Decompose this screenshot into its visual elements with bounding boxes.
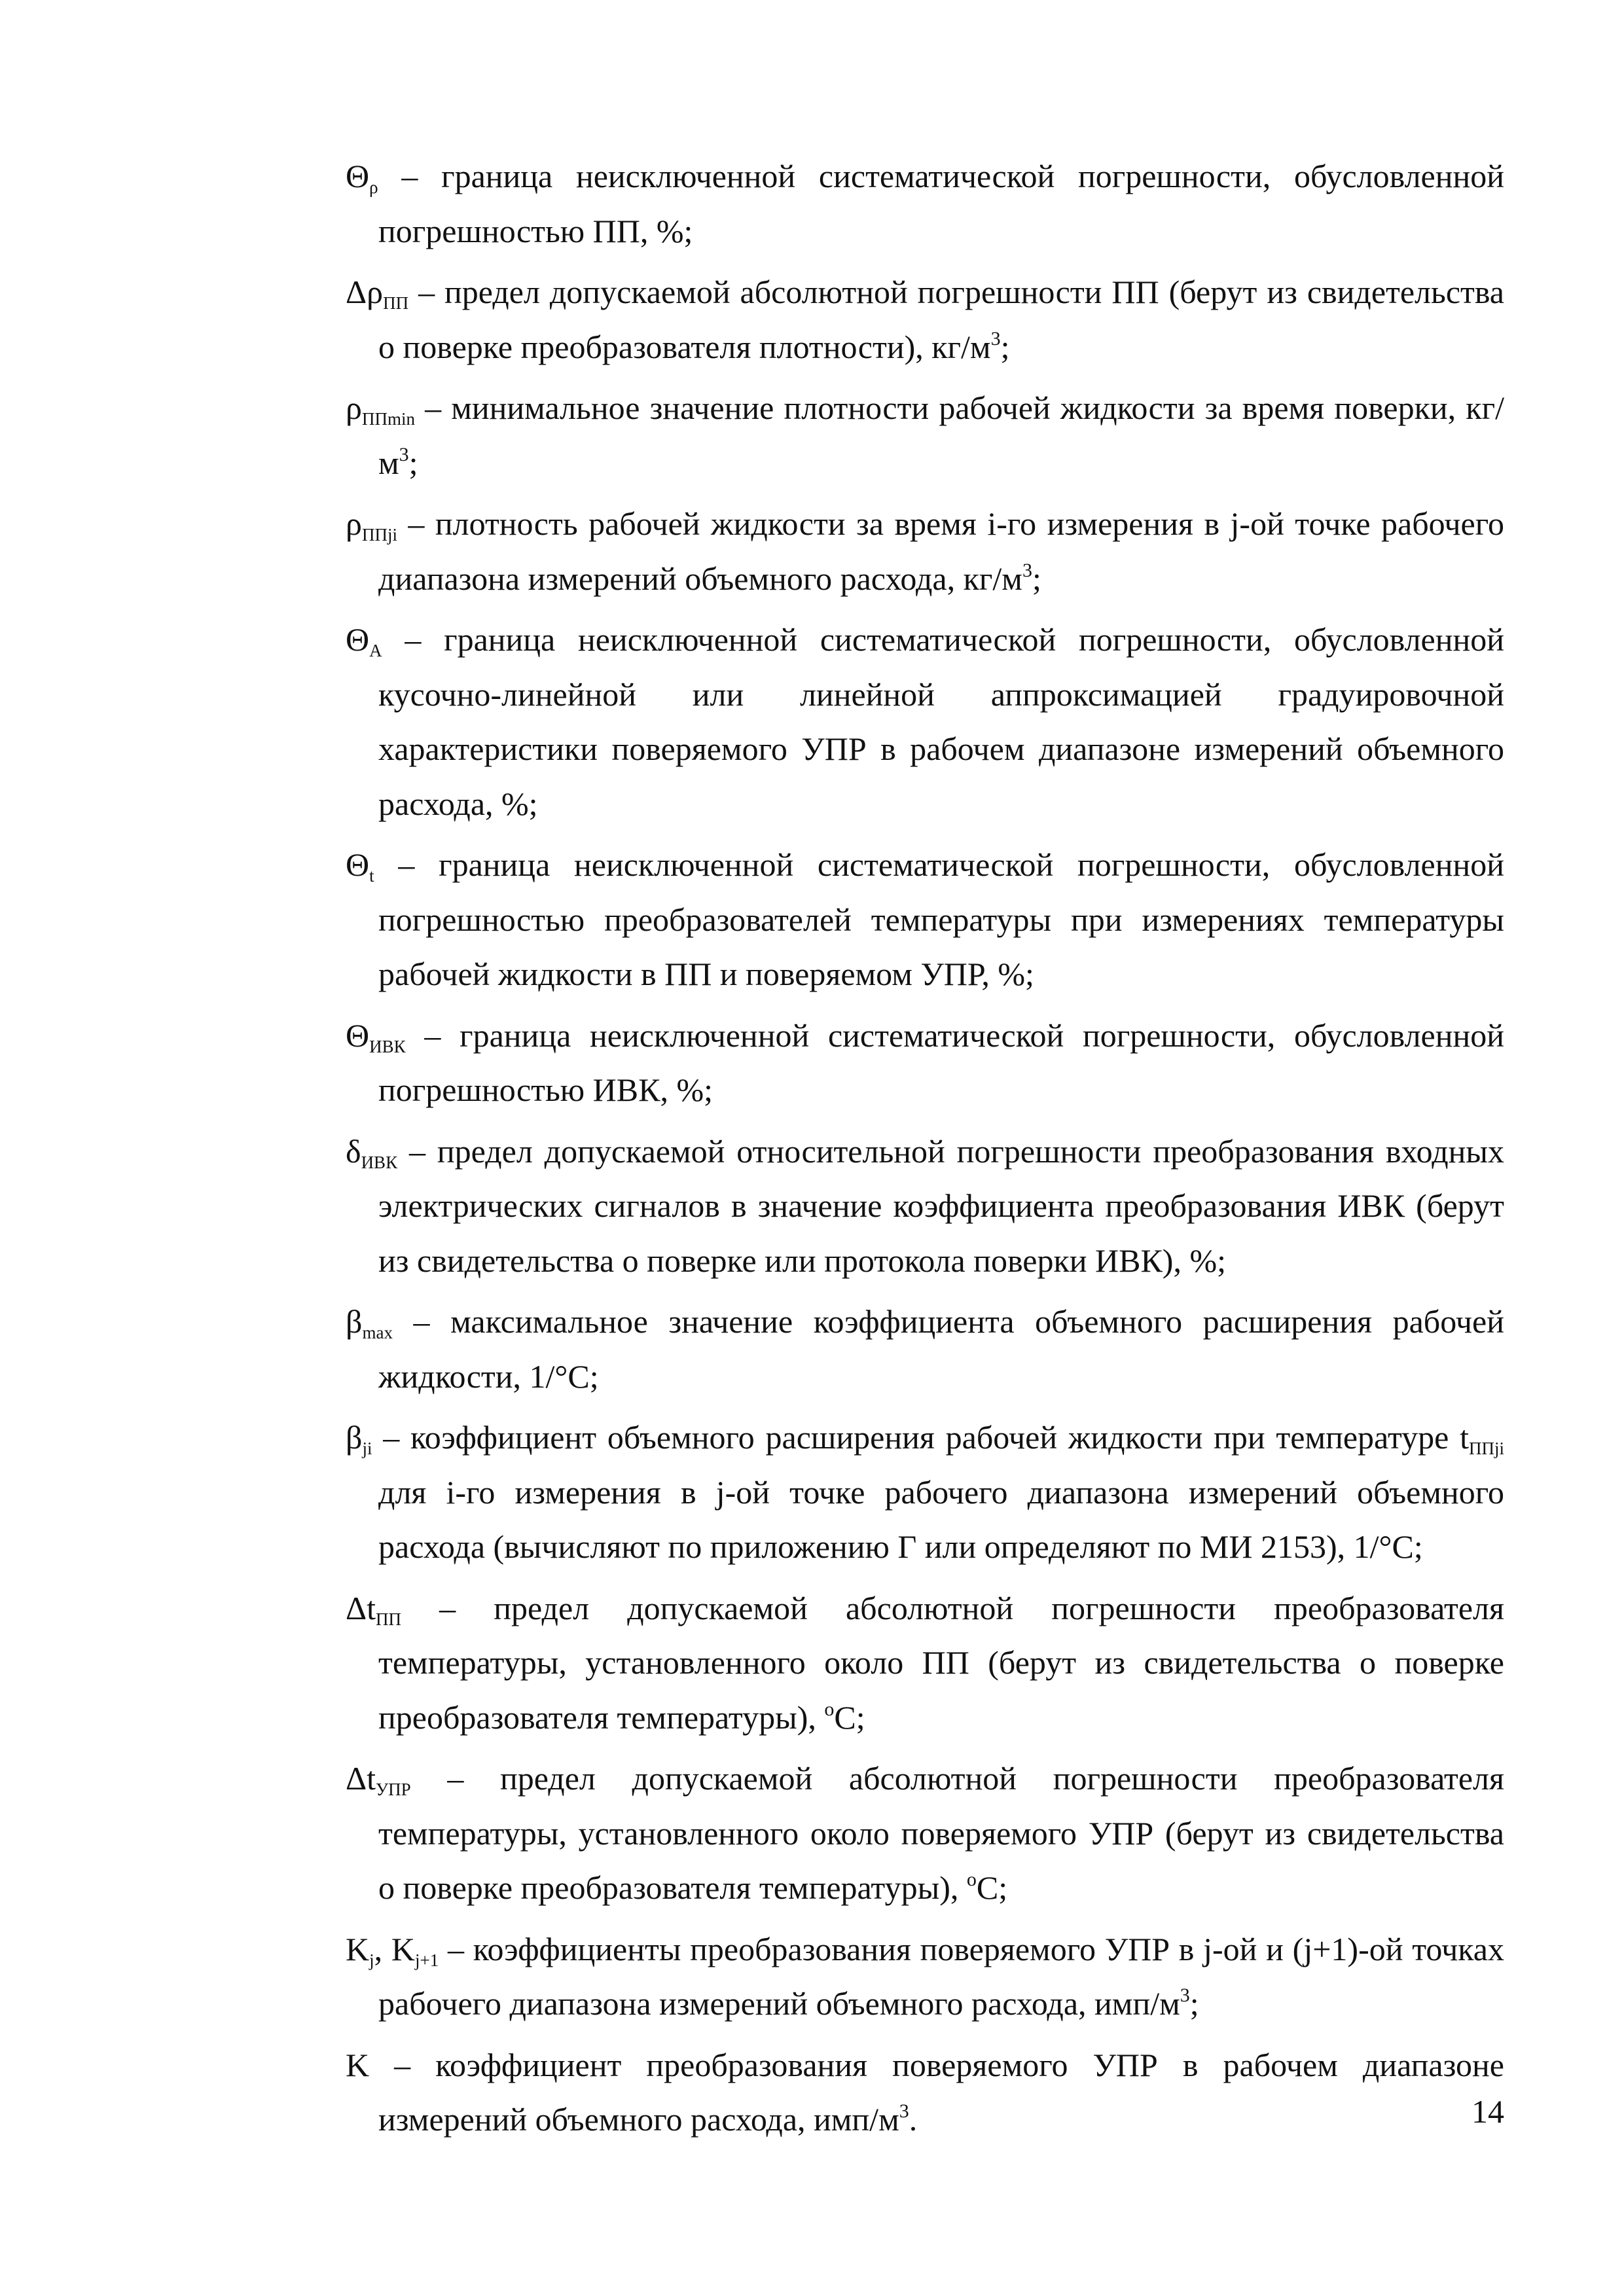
definition-text: – граница неисключенной систематической погрешности, обусловленной погрешностью ПП, %;: [378, 158, 1504, 249]
definition-text-end: C;: [976, 1869, 1008, 1906]
definition-text-end: ;: [1032, 560, 1041, 597]
definition-text: – граница неисключенной систематической погрешности, обусловленной погрешностью преобразователей температуры при измерениях температуры рабочей жидкости в ПП и поверяемом УПР, %;: [374, 846, 1504, 992]
definition-symbol: [346, 1303, 393, 1340]
degree-superscript: o: [966, 1869, 977, 1890]
symbol-subscript: ППji: [361, 525, 397, 545]
definition-symbol: [346, 389, 415, 429]
definition-text-end: C;: [834, 1698, 865, 1736]
definition-item: [346, 497, 1504, 606]
definition-item: [346, 1295, 1504, 1404]
symbol-subscript: ji: [362, 1439, 372, 1458]
definition-symbol: [346, 158, 378, 197]
definition-symbol: [346, 846, 374, 886]
definition-text-end: .: [909, 2101, 918, 2138]
symbol-main: K: [346, 1930, 370, 1967]
definition-item: [346, 149, 1504, 259]
definition-text: – граница неисключенной систематической погрешности, обусловленной погрешностью ИВК, %;: [378, 1016, 1504, 1108]
unit-superscript: 3: [899, 2100, 909, 2122]
symbol-main-2: , K: [374, 1930, 415, 1967]
definition-item: [346, 838, 1504, 1002]
definition-symbol: [346, 274, 409, 313]
definition-symbol: [346, 621, 382, 658]
symbol-main: ρ: [346, 505, 362, 542]
definition-text: – минимальное значение плотности рабочей жидкости за время поверки, кг/м: [378, 389, 1504, 481]
symbol-subscript: ПП: [383, 293, 409, 313]
symbol-main: K: [346, 2046, 370, 2083]
definition-text: – коэффициент объемного расширения рабочей жидкости при температуре t: [372, 1419, 1469, 1456]
definition-item: [346, 1922, 1504, 2032]
unit-superscript: 3: [399, 443, 409, 465]
inline-subscript: ППji: [1469, 1439, 1504, 1458]
unit-superscript: 3: [1022, 559, 1032, 581]
symbol-main: β: [346, 1303, 363, 1340]
symbol-subscript: ИВК: [361, 1152, 398, 1172]
symbol-main: Δρ: [346, 274, 384, 310]
unit-superscript: 3: [1180, 1984, 1190, 2006]
definition-text-end: ;: [408, 444, 418, 481]
symbol-main: β: [346, 1419, 363, 1456]
symbol-main: δ: [346, 1132, 361, 1170]
symbol-subscript: t: [369, 866, 374, 886]
definition-text: – граница неисключенной систематической погрешности, обусловленной кусочно-линейной или линейной аппроксимацией градуировочной характеристики поверяемого УПР в рабочем диапазоне измерений объемного расхода, %;: [378, 621, 1504, 822]
definition-text-end: ;: [1189, 1985, 1199, 2022]
definition-symbol: [346, 1419, 372, 1456]
inline-symbol: [1469, 1419, 1504, 1456]
definition-item: [346, 381, 1504, 490]
page-number: 14: [1471, 2093, 1504, 2130]
definition-text-end: для i-го измерения в j-ой точке рабочего диапазона измерений объемного расхода (вычисляют по приложению Г или определяют по МИ 2153), 1/°C;: [378, 1473, 1504, 1565]
symbol-main: Θ: [346, 158, 370, 194]
symbol-main: Δt: [346, 1760, 376, 1797]
symbol-main: Θ: [346, 1016, 370, 1054]
definition-text-end: ;: [1000, 328, 1010, 365]
definition-text: – коэффициент преобразования поверяемого УПР в рабочем диапазоне измерений объемного расхода, имп/м: [369, 2046, 1504, 2138]
symbol-subscript: ППmin: [361, 409, 415, 429]
definition-text: – предел допускаемой абсолютной погрешности преобразователя температуры, установленного около поверяемого УПР (берут из свидетельства о поверке преобразователя температуры),: [378, 1760, 1504, 1906]
definition-text: – максимальное значение коэффициента объемного расширения рабочей жидкости, 1/°C;: [378, 1303, 1504, 1395]
symbol-main: Δt: [346, 1589, 376, 1626]
definition-symbol: [346, 1760, 411, 1797]
definition-item: [346, 2038, 1504, 2147]
degree-superscript: o: [824, 1698, 835, 1720]
definition-symbol: [346, 1017, 406, 1054]
definition-text: – предел допускаемой абсолютной погрешности преобразователя температуры, установленного около ПП (берут из свидетельства о поверке преобразователя температуры),: [378, 1589, 1504, 1736]
definition-text: – коэффициенты преобразования поверяемого УПР в j-ой и (j+1)-ой точках рабочего диапазона измерений объемного расхода, имп/м: [378, 1930, 1504, 2022]
definitions-list: [346, 149, 1504, 2154]
definition-symbol: [346, 505, 397, 545]
symbol-subscript: ρ: [369, 177, 378, 197]
symbol-subscript: ИВК: [369, 1036, 406, 1056]
definition-item: [346, 1009, 1504, 1118]
symbol-main: Θ: [346, 846, 370, 883]
definition-item: [346, 1124, 1504, 1289]
symbol-subscript: ПП: [376, 1609, 402, 1629]
definition-text: – предел допускаемой абсолютной погрешности ПП (берут из свидетельства о поверке преобразователя плотности), кг/м: [378, 274, 1504, 365]
symbol-subscript: j: [369, 1950, 374, 1970]
definition-item: [346, 613, 1504, 831]
definition-item: [346, 1581, 1504, 1746]
definition-text: – плотность рабочей жидкости за время i-го измерения в j-ой точке рабочего диапазона измерений объемного расхода, кг/м: [378, 505, 1504, 597]
symbol-subscript: A: [369, 641, 382, 660]
definition-symbol: [346, 1133, 397, 1170]
symbol-main: ρ: [346, 389, 362, 426]
symbol-subscript: УПР: [376, 1780, 411, 1799]
symbol-subscript: max: [362, 1323, 393, 1342]
definition-text: – предел допускаемой относительной погрешности преобразования входных электрических сигналов в значение коэффициента преобразования ИВК (берут из свидетельства о поверке или протокола поверки ИВК), %;: [378, 1132, 1504, 1279]
symbol-subscript-2: j+1: [414, 1950, 439, 1970]
definition-item: [346, 265, 1504, 374]
definition-item: [346, 1410, 1504, 1575]
symbol-main: Θ: [346, 621, 370, 658]
definition-symbol: [346, 1589, 402, 1629]
definition-item: [346, 1751, 1504, 1916]
definition-symbol: [346, 2047, 369, 2083]
definition-symbol: [346, 1930, 439, 1970]
unit-superscript: 3: [990, 327, 1001, 350]
